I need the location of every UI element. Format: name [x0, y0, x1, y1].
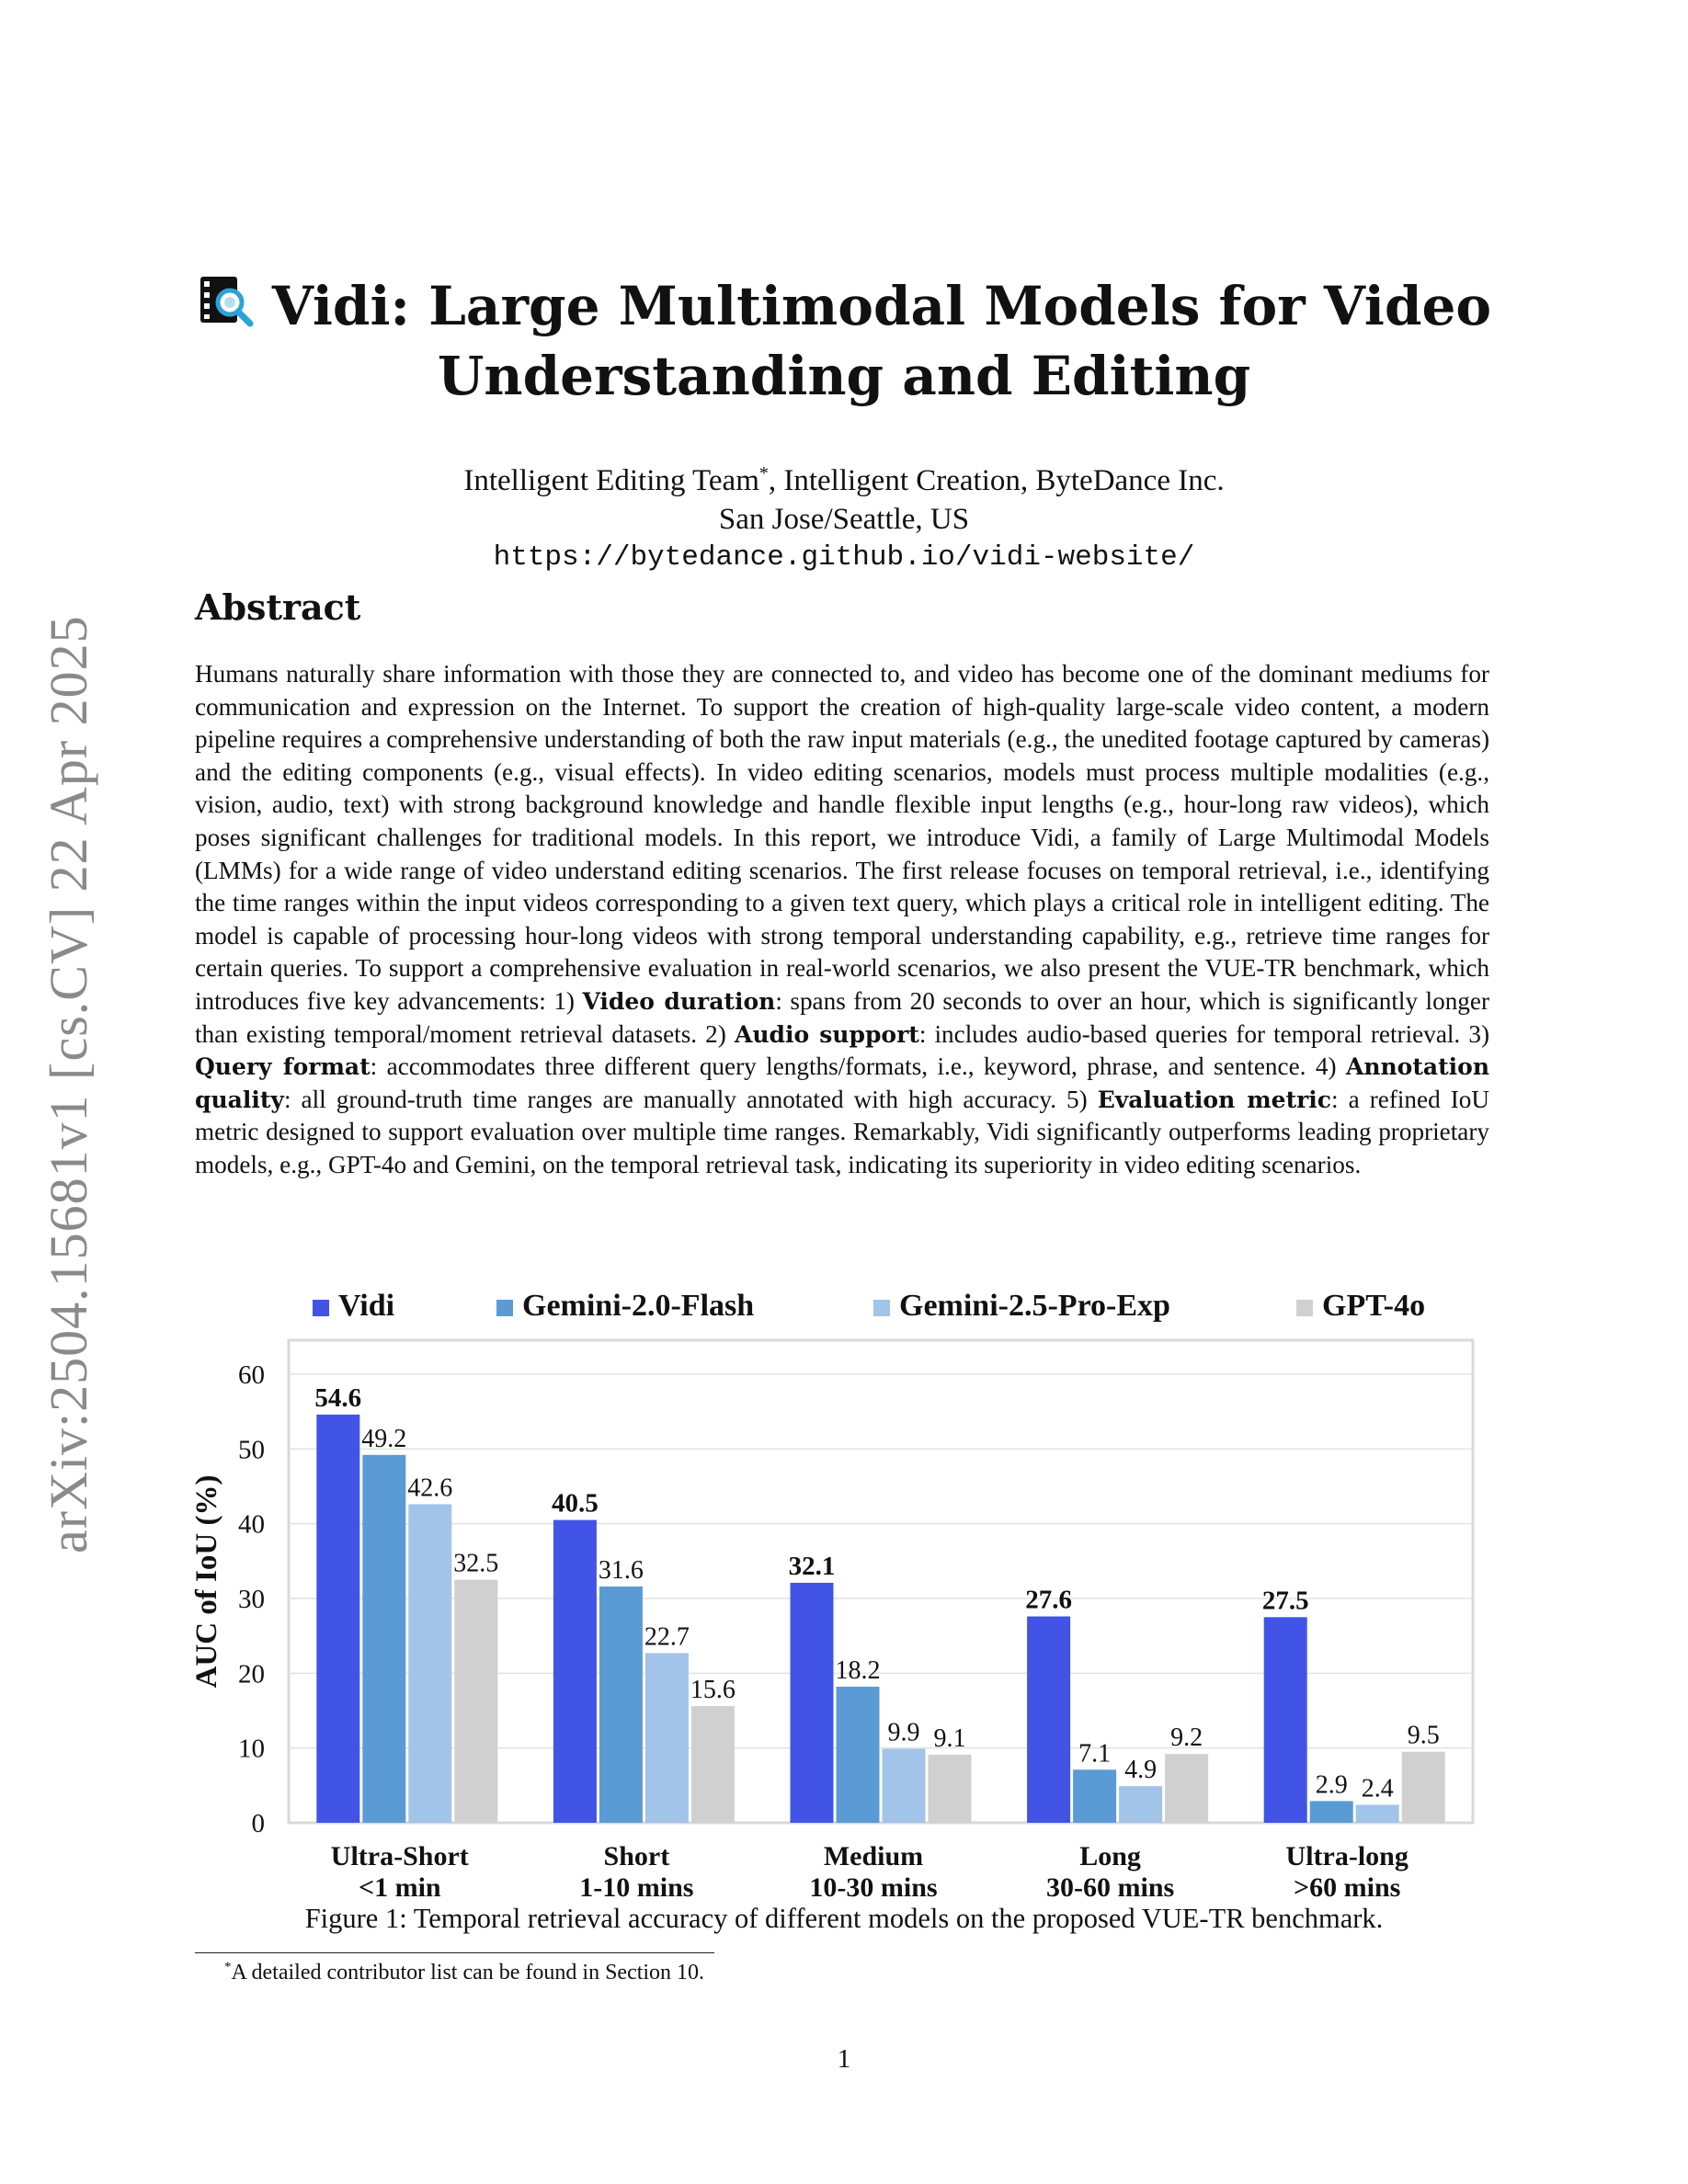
page-number: 1 [837, 2044, 851, 2074]
figure-caption: Figure 1: Temporal retrieval accuracy of different models on the proposed VUE-TR benchmark. [304, 1903, 1384, 1934]
data-label: 27.6 [1025, 1585, 1072, 1615]
affiliation-block [138, 454, 1550, 577]
data-label: 27.5 [1261, 1586, 1309, 1616]
y-tick-label: 50 [238, 1435, 265, 1465]
x-tick-sublabel: 10-30 mins [809, 1872, 938, 1903]
paper-title [138, 271, 1550, 411]
title-line-2: Understanding and Editing [437, 345, 1251, 407]
legend-swatch [496, 1300, 513, 1316]
bar [691, 1706, 735, 1823]
abstract-text: : a refined IoU metric designed to support evaluation over multiple time ranges. Remarkably, Vidi significantly outperforms leading proprietary models, e.g., GPT-4o and Gemini, on the temporal retrieval task, indicating its superiority in video editing scenarios. [195, 1085, 1489, 1178]
bar [408, 1505, 451, 1823]
x-tick-sublabel: 1-10 mins [579, 1872, 694, 1903]
bar [645, 1653, 689, 1823]
x-tick-sublabel: 30-60 mins [1046, 1872, 1175, 1903]
location-line: San Jose/Seattle, US [718, 503, 970, 536]
x-tick-label: Long [1079, 1841, 1141, 1871]
bar-chart [184, 1282, 1504, 1903]
bar [929, 1755, 972, 1823]
abstract-text: Humans naturally share information with those they are connected to, and video has become one of the dominant mediums for communication and expression on the Internet. To support the creation of high-quality large-scale video content, a modern pipeline requires a comprehensive understanding of both the raw input materials (e.g., the unedited footage captured by cameras) and the editing components (e.g., visual effects). In video editing scenarios, models must process multiple modalities (e.g., vision, audio, text) with strong background knowledge and handle flexible input lengths (e.g., hour-long raw videos), which poses significant challenges for traditional models. In this report, we introduce Vidi, a family of Large Multimodal Models (LMMs) for a wide range of video understand editing scenarios. The first release focuses on temporal retrieval, i.e., identifying the time ranges within the input videos corresponding to a given text query, which plays a critical role in intelligent editing. The model is capable of processing hour-long videos with strong temporal understanding capability, e.g., retrieve time ranges for certain queries. To support a comprehensive evaluation in real-world scenarios, we also present the VUE-TR benchmark, which introduces five key advancements: 1) [195, 660, 1489, 1015]
bar [599, 1587, 643, 1823]
data-label: 22.7 [644, 1622, 690, 1652]
data-label: 9.1 [933, 1723, 966, 1753]
legend-label: Gemini-2.5-Pro-Exp [899, 1289, 1170, 1323]
bar [1310, 1801, 1353, 1823]
y-tick-label: 0 [251, 1809, 265, 1838]
footnote-mark: * [224, 1960, 232, 1974]
keyword-annotation-quality: Annotation quality [195, 1053, 1490, 1113]
y-tick-label: 30 [238, 1585, 265, 1614]
data-label: 2.9 [1315, 1770, 1348, 1800]
bar [362, 1455, 405, 1823]
data-label: 42.6 [407, 1473, 453, 1503]
footnote-text: A detailed contributor list can be found in Section 10. [231, 1961, 705, 1985]
abstract-text: : accommodates three different query lengths/formats, i.e., keyword, phrase, and sentence. 4) [370, 1052, 1337, 1081]
legend-swatch [1296, 1300, 1313, 1316]
x-tick-label: Ultra-Short [330, 1841, 469, 1871]
keyword-evaluation-metric: Evaluation metric [1097, 1086, 1332, 1113]
y-tick-label: 40 [238, 1509, 265, 1540]
y-tick-label: 10 [238, 1734, 265, 1764]
data-label: 40.5 [552, 1488, 599, 1519]
bar [1264, 1617, 1307, 1823]
keyword-audio-support: Audio support [734, 1020, 919, 1048]
bar [1165, 1754, 1208, 1823]
keyword-video-duration: Video duration [582, 987, 776, 1015]
abstract-body [195, 658, 1489, 1182]
data-label: 32.5 [453, 1549, 499, 1578]
data-label: 32.1 [788, 1551, 836, 1581]
x-tick-label: Short [603, 1841, 670, 1871]
arxiv-stamp: arXiv:2504.15681v1 [cs.CV] 22 Apr 2025 [39, 615, 98, 1553]
data-label: 9.2 [1170, 1723, 1203, 1753]
title-line-1 [138, 271, 1550, 341]
x-tick-label: Medium [823, 1841, 924, 1871]
data-label: 18.2 [835, 1655, 881, 1685]
bar [553, 1520, 597, 1823]
bar [316, 1415, 359, 1823]
abstract-text: : includes audio-based queries for temporal retrieval. 3) [918, 1019, 1489, 1048]
legend-label: Gemini-2.0-Flash [522, 1289, 755, 1323]
legend-label: Vidi [338, 1289, 395, 1323]
footnote-mark: * [758, 463, 769, 483]
bar [1356, 1804, 1399, 1823]
bar [837, 1687, 880, 1823]
data-label: 49.2 [361, 1424, 407, 1453]
y-tick-label: 60 [238, 1360, 265, 1390]
x-tick-sublabel: >60 mins [1294, 1872, 1401, 1903]
bar [454, 1580, 497, 1823]
data-label: 9.5 [1407, 1721, 1440, 1750]
data-label: 4.9 [1124, 1756, 1158, 1785]
abstract-text: : all ground-truth time ranges are manually annotated with high accuracy. 5) [283, 1085, 1088, 1113]
film-magnifier-icon [197, 271, 256, 330]
data-label: 15.6 [690, 1676, 736, 1705]
bar [791, 1583, 834, 1823]
bar [1119, 1786, 1162, 1823]
legend-swatch [313, 1300, 329, 1316]
affiliation-line: Intelligent Editing Team*, Intelligent Creation, ByteDance Inc. [463, 463, 1225, 497]
abstract-heading: Abstract [195, 586, 361, 628]
bar [1402, 1752, 1445, 1823]
x-tick-sublabel: <1 min [358, 1872, 441, 1903]
abstract-text: : spans from 20 seconds to over an hour, which is significantly longer than existing temporal/moment retrieval datasets. 2) [195, 986, 1489, 1048]
data-label: 9.9 [887, 1718, 920, 1747]
data-label: 54.6 [314, 1382, 362, 1413]
keyword-query-format: Query format [195, 1053, 371, 1081]
y-axis-label: AUC of IoU (%) [190, 1474, 223, 1689]
legend-swatch [873, 1300, 890, 1316]
data-label: 2.4 [1361, 1774, 1394, 1803]
x-tick-label: Ultra-long [1285, 1841, 1409, 1871]
project-url-link[interactable]: https://bytedance.github.io/vidi-website/ [493, 541, 1195, 574]
legend-label: GPT-4o [1322, 1289, 1426, 1323]
bar [1073, 1769, 1116, 1823]
data-label: 31.6 [598, 1555, 644, 1585]
data-label: 7.1 [1078, 1739, 1112, 1769]
y-tick-label: 20 [238, 1659, 265, 1689]
bar [883, 1748, 926, 1823]
title-text-line-1: Vidi: Large Multimodal Models for Video [271, 275, 1492, 337]
footnote-divider [195, 1952, 714, 1953]
footnote [224, 1960, 704, 1985]
bar [1027, 1617, 1070, 1823]
